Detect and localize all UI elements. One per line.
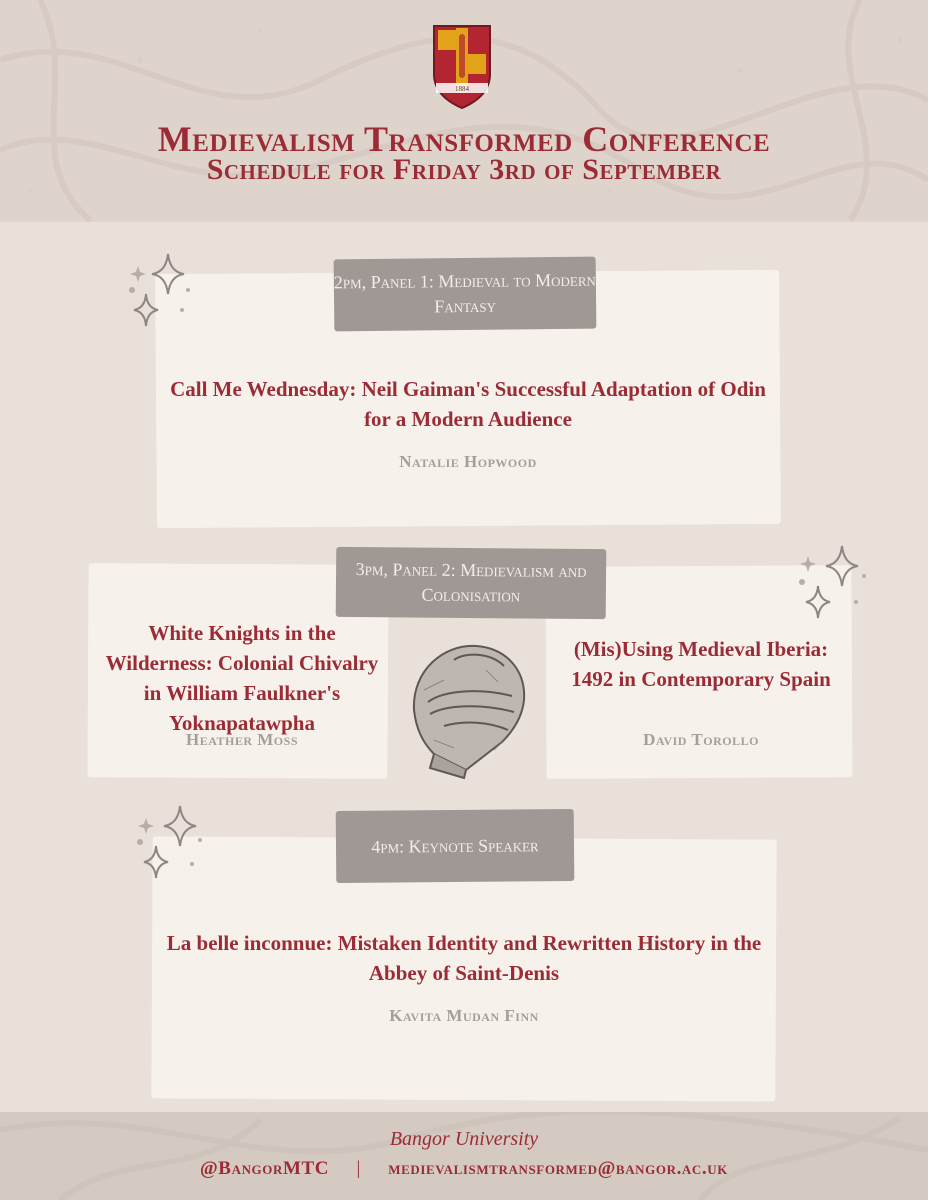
footer-university: Bangor University: [389, 1128, 539, 1150]
panel-2-talk-2-speaker: David Torollo: [643, 730, 759, 749]
sparkle-decoration-icon: [130, 800, 210, 890]
panel-2-talk-1-speaker: Heather Moss: [186, 730, 298, 749]
panel-1-time-tag: 2pm, Panel 1: Medieval to Modern Fantasy: [334, 257, 597, 332]
panel-2-talk-1-title: White Knights in the Wilderness: Colonial Chivalry in William Faulkner's Yoknapatawpha: [105, 621, 379, 735]
schedule-date: Schedule for Friday 3rd of September: [206, 153, 722, 186]
footer-contacts: [0, 1158, 928, 1180]
knight-helmet-icon: [394, 630, 544, 780]
twitter-handle-link[interactable]: @BangorMTC: [200, 1158, 330, 1179]
panel-1-speaker: Natalie Hopwood: [399, 452, 537, 471]
panel-1-talk-title: Call Me Wednesday: Neil Gaiman's Successful Adaptation of Odin for a Modern Audience: [170, 377, 766, 431]
keynote-talk-title: La belle inconnue: Mistaken Identity and Rewritten History in the Abbey of Saint-Denis: [166, 931, 762, 985]
email-link[interactable]: medievalismtransformed@bangor.ac.uk: [388, 1158, 728, 1179]
panel-3-time-tag: 4pm: Keynote Speaker: [336, 809, 575, 883]
crest-year: 1884: [455, 85, 469, 93]
sparkle-decoration-icon: [122, 250, 202, 340]
conference-title: Medievalism Transformed Conference: [157, 119, 771, 159]
sparkle-decoration-icon: [790, 540, 870, 630]
panel-2-time-tag: 3pm, Panel 2: Medievalism and Colonisation: [336, 547, 607, 619]
panel-2-talk-2-title: (Mis)Using Medieval Iberia: 1492 in Contemporary Spain: [571, 637, 831, 691]
university-crest-icon: [430, 22, 494, 110]
keynote-speaker: Kavita Mudan Finn: [389, 1006, 539, 1025]
footer-separator: |: [356, 1158, 361, 1179]
footer-band: [0, 1112, 928, 1200]
